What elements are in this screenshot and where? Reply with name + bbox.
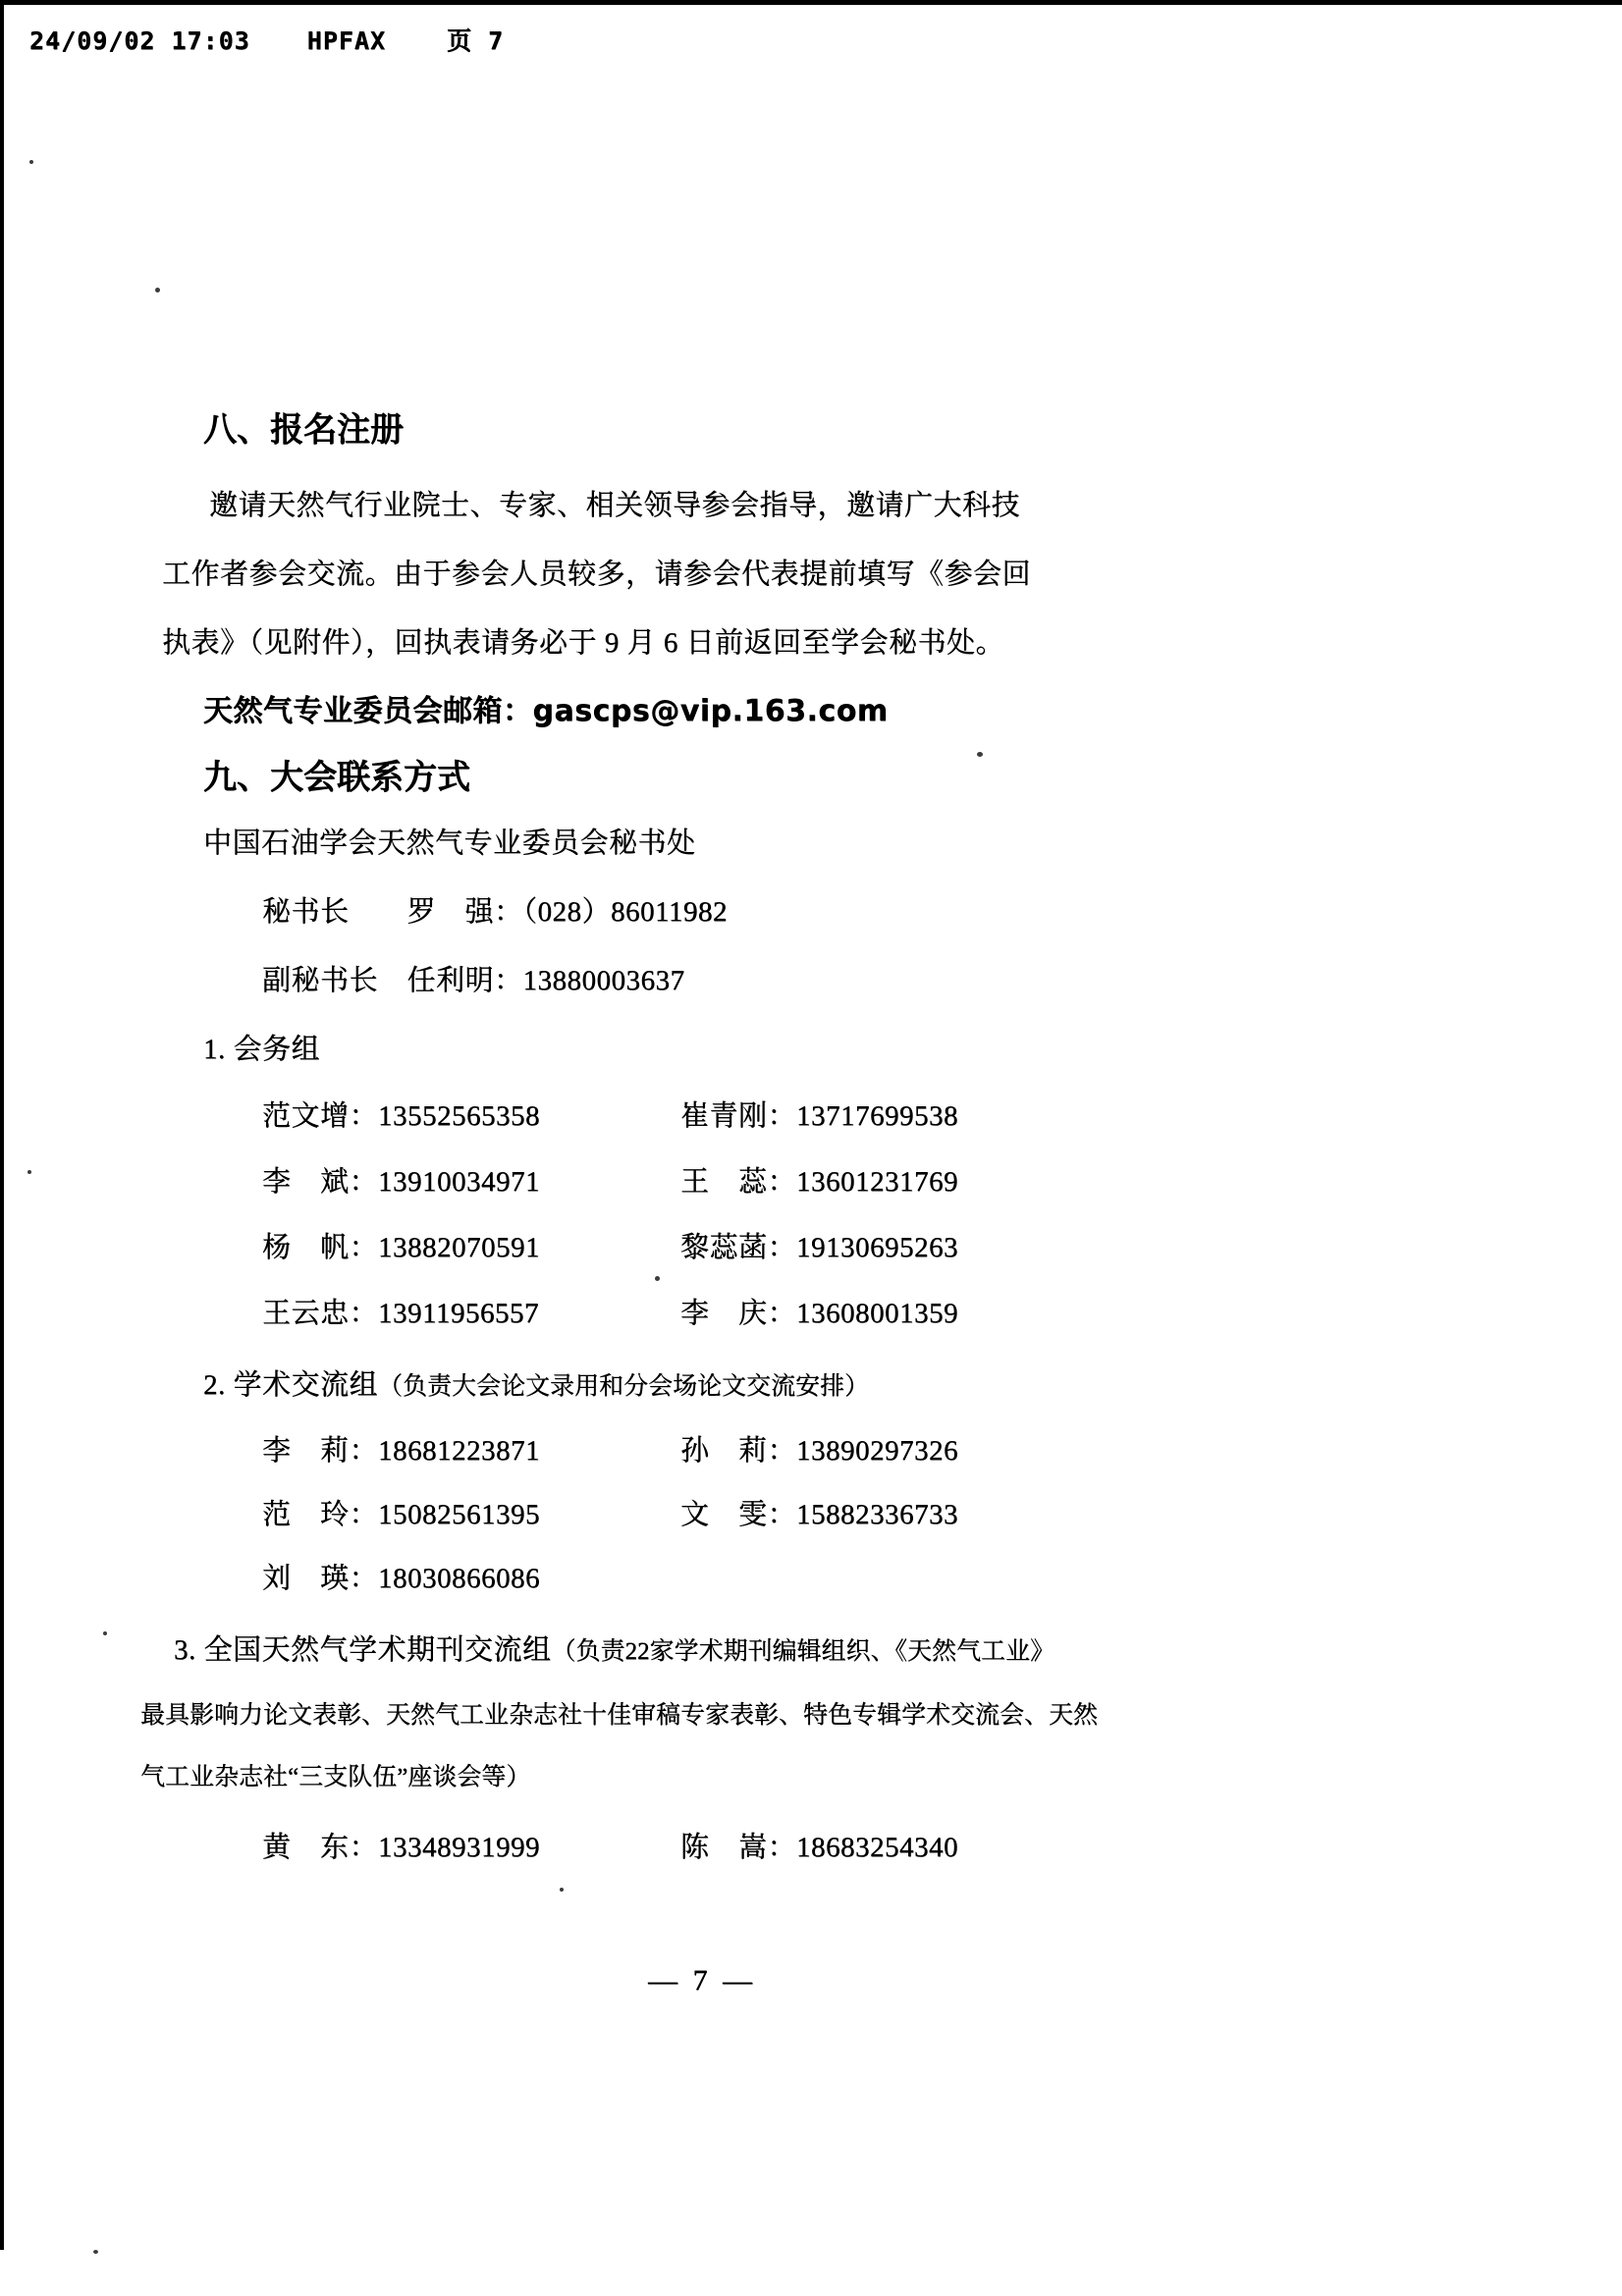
group-3-note-line: 最具影响力论文表彰、天然气工业杂志社十佳审稿专家表彰、特色专辑学术交流会、天然 [140, 1702, 1099, 1729]
contact-row [262, 1149, 1563, 1215]
group-2-note: （负责大会论文录用和分会场论文交流安排） [378, 1373, 870, 1400]
scan-speck [93, 2250, 98, 2254]
contact-entry: 李 斌：13910034971 [262, 1166, 541, 1198]
scan-speck [655, 1276, 660, 1281]
group-3-title [174, 1616, 1563, 1684]
group-1-title: 1. 会务组 [203, 1034, 321, 1065]
contact-row [262, 1547, 1563, 1611]
fax-datetime: 24/09/02 17:03 [29, 27, 250, 55]
contact-entry: 刘 瑛：18030866086 [262, 1563, 541, 1594]
fax-header [29, 22, 504, 57]
scan-speck [103, 1631, 107, 1635]
scan-speck [977, 752, 983, 757]
contact-entry: 王云忠：13911956557 [262, 1298, 539, 1329]
contact-entry: 范 玲：15082561395 [262, 1499, 541, 1530]
contact-entry: 孙 莉：13890297326 [680, 1435, 959, 1467]
contact-entry: 陈 嵩：18683254340 [680, 1832, 959, 1863]
contact-row [262, 1084, 1563, 1149]
contact-entry: 黄 东：13348931999 [262, 1832, 541, 1863]
contact-entry: 王 蕊：13601231769 [680, 1166, 959, 1198]
group-3-title-text: 3. 全国天然气学术期刊交流组 [174, 1634, 552, 1666]
registration-paragraph-line: 执表》（见附件），回执表请务必于 9 月 6 日前返回至学会秘书处。 [162, 627, 1005, 659]
contact-entry: 杨 帆：13882070591 [262, 1232, 541, 1263]
contact-entry: 黎蕊菡：19130695263 [680, 1232, 959, 1263]
group-3-note-line: 气工业杂志社“三支队伍”座谈会等） [140, 1764, 531, 1790]
page-number: — 7 — [648, 1964, 756, 1997]
contact-row [262, 1483, 1563, 1547]
committee-email-line: 天然气专业委员会邮箱：gascps@vip.163.com [203, 694, 889, 728]
scan-speck [27, 1170, 31, 1174]
contact-row [262, 1815, 1563, 1881]
contact-entry: 文 雯：15882336733 [680, 1499, 959, 1530]
section-8-heading: 八、报名注册 [203, 410, 404, 450]
scan-speck [29, 160, 33, 164]
organization-line: 中国石油学会天然气专业委员会秘书处 [203, 828, 696, 859]
scan-speck [155, 288, 160, 293]
group-2-title [203, 1351, 1563, 1419]
contact-row [262, 1215, 1563, 1281]
contact-entry: 李 莉：18681223871 [262, 1435, 541, 1467]
contact-row [262, 1281, 1563, 1347]
section-9-heading: 九、大会联系方式 [203, 758, 470, 797]
scan-border-top [0, 0, 1622, 5]
contact-entry: 崔青刚：13717699538 [680, 1100, 959, 1132]
scan-speck [560, 1888, 564, 1892]
deputy-secretary-line: 副秘书长 任利明：13880003637 [262, 965, 685, 996]
contact-entry: 李 庆：13608001359 [680, 1298, 959, 1329]
registration-paragraph-line: 工作者参会交流。由于参会人员较多，请参会代表提前填写《参会回 [162, 559, 1032, 590]
group-3-note: （负责22家学术期刊编辑组织、《天然气工业》 [551, 1638, 1055, 1665]
registration-paragraph-line: 邀请天然气行业院士、专家、相关领导参会指导，邀请广大科技 [209, 490, 1021, 521]
contact-entry: 范文增：13552565358 [262, 1100, 541, 1132]
secretary-general-line: 秘书长 罗 强：（028）86011982 [262, 896, 728, 928]
contact-row [262, 1419, 1563, 1483]
fax-page-label: 页 7 [447, 27, 505, 55]
scan-border-left [0, 0, 4, 2250]
fax-device-name: HPFAX [306, 27, 387, 55]
group-2-title-text: 2. 学术交流组 [203, 1369, 379, 1401]
